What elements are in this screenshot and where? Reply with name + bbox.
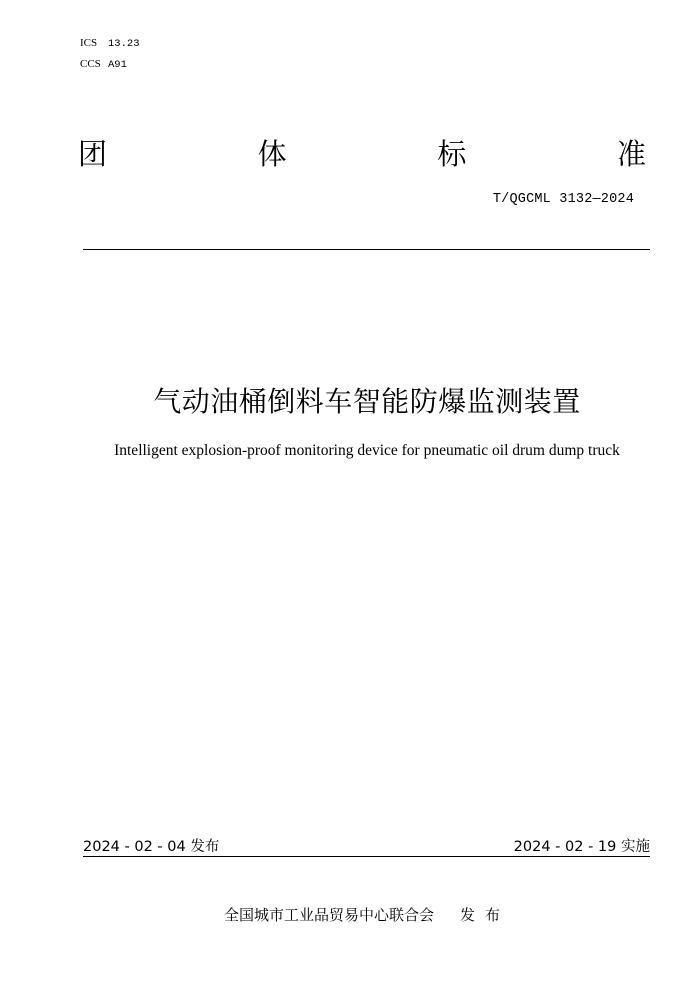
ics-line (80, 33, 140, 54)
ccs-value: A91 (108, 59, 127, 71)
heading-char: 标 (437, 136, 467, 171)
heading-char: 准 (616, 136, 646, 171)
implement-date: 2024 - 02 - 19 实施 (513, 839, 650, 855)
issue-label: 发布 (460, 906, 511, 924)
bottom-divider (83, 856, 650, 857)
heading-char: 团 (78, 136, 108, 171)
standard-number: T/QGCML 3132—2024 (492, 192, 634, 207)
title-english: Intelligent explosion-proof monitoring device for pneumatic oil drum dump truck (114, 442, 620, 459)
heading-char: 体 (257, 136, 287, 171)
publish-date: 2024 - 02 - 04 发布 (83, 839, 220, 855)
classification-block (80, 33, 140, 75)
title-chinese: 气动油桶倒料车智能防爆监测装置 (153, 385, 581, 418)
ccs-label: CCS (80, 58, 101, 70)
publisher-name: 全国城市工业品贸易中心联合会 (223, 906, 434, 924)
publisher-line (0, 904, 700, 925)
standard-type-heading (78, 132, 646, 172)
ccs-line (80, 54, 140, 75)
ics-value: 13.23 (108, 38, 140, 50)
ics-label: ICS (80, 37, 98, 49)
top-divider (83, 249, 650, 250)
